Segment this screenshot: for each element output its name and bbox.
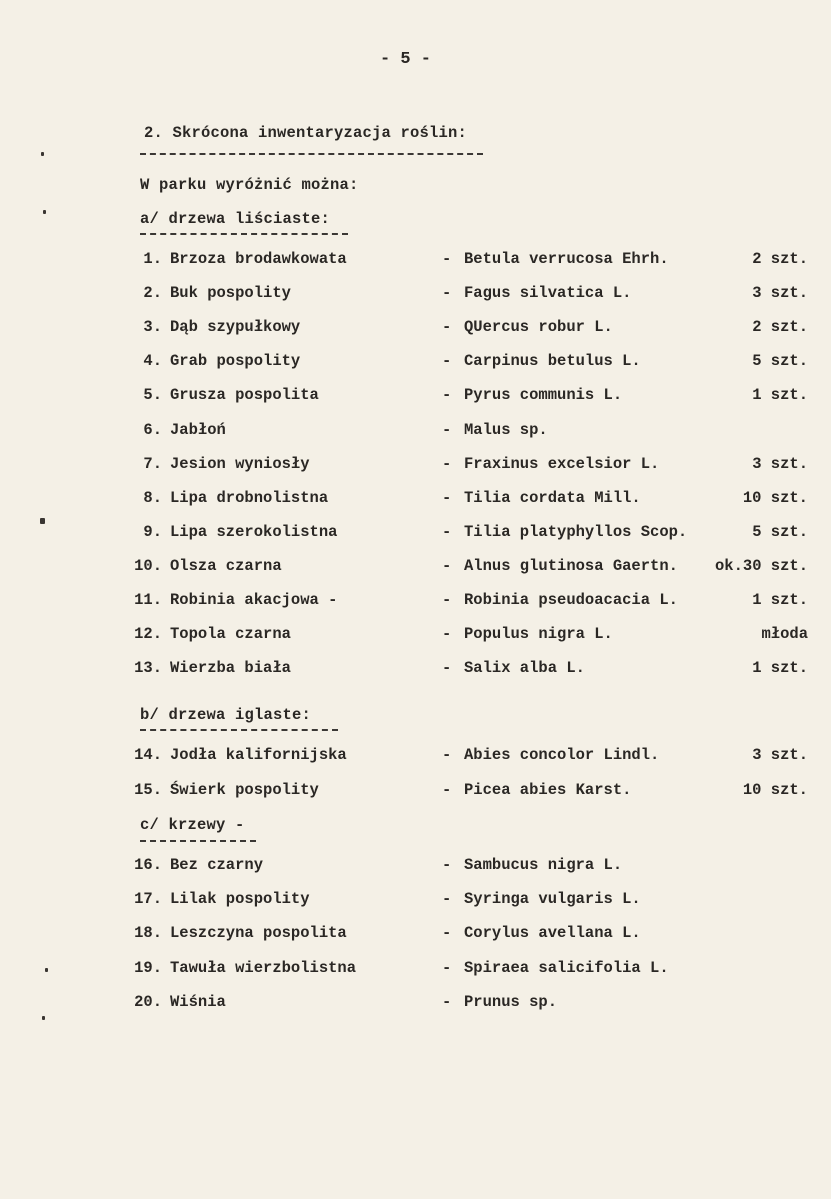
latin-name: Prunus sp. [464,993,558,1011]
plant-row [0,781,831,801]
plant-row [0,924,831,944]
polish-name: Topola czarna [170,625,291,643]
plant-row [0,455,831,475]
latin-name: Alnus glutinosa Gaertn. [464,557,678,575]
latin-name: Populus nigra L. [464,625,613,643]
item-number: 3. [143,318,162,336]
plant-row [0,523,831,543]
plant-row [0,250,831,270]
plant-row [0,625,831,645]
item-number: 19. [134,959,162,977]
item-number: 8. [143,489,162,507]
latin-name: Betula verrucosa Ehrh. [464,250,669,268]
margin-mark [45,968,48,972]
polish-name: Dąb szypułkowy [170,318,301,336]
plant-row [0,746,831,766]
dash-separator: - [442,890,452,908]
group-heading-underline [140,840,256,842]
plant-row [0,352,831,372]
item-number: 1. [143,250,162,268]
item-number: 7. [143,455,162,473]
polish-name: Świerk pospolity [170,781,319,799]
quantity: 1 szt. [752,591,808,609]
polish-name: Jabłoń [170,421,226,439]
polish-name: Grab pospolity [170,352,301,370]
dash-separator: - [442,746,452,764]
item-number: 11. [134,591,162,609]
plant-row [0,421,831,441]
dash-separator: - [442,284,452,302]
margin-mark [42,1016,45,1020]
dash-separator: - [442,856,452,874]
item-number: 4. [143,352,162,370]
plant-row [0,890,831,910]
plant-row [0,993,831,1013]
quantity: 5 szt. [752,352,808,370]
polish-name: Buk pospolity [170,284,291,302]
polish-name: Brzoza brodawkowata [170,250,347,268]
group-heading-shrubs: c/ krzewy - [140,816,245,834]
margin-mark [41,152,44,156]
plant-row [0,959,831,979]
polish-name: Robinia akacjowa - [170,591,338,609]
latin-name: Syringa vulgaris L. [464,890,641,908]
plant-row [0,591,831,611]
latin-name: QUercus robur L. [464,318,613,336]
latin-name: Tilia platyphyllos Scop. [464,523,688,541]
plant-row [0,489,831,509]
margin-mark [43,210,46,214]
polish-name: Olsza czarna [170,557,282,575]
group-heading-conifers: b/ drzewa iglaste: [140,706,312,724]
item-number: 15. [134,781,162,799]
quantity: 10 szt. [742,781,808,799]
polish-name: Lipa szerokolistna [170,523,338,541]
polish-name: Bez czarny [170,856,264,874]
polish-name: Grusza pospolita [170,386,319,404]
group-heading-underline [140,729,338,731]
latin-name: Corylus avellana L. [464,924,641,942]
dash-separator: - [442,924,452,942]
dash-separator: - [442,250,452,268]
polish-name: Leszczyna pospolita [170,924,347,942]
dash-separator: - [442,455,452,473]
quantity: 1 szt. [752,386,808,404]
plant-row [0,318,831,338]
page-number: - 5 - [380,50,432,69]
dash-separator: - [442,557,452,575]
section-title: 2. Skrócona inwentaryzacja roślin: [144,124,468,142]
quantity: młoda [761,625,808,643]
plant-row [0,557,831,577]
latin-name: Fraxinus excelsior L. [464,455,660,473]
latin-name: Robinia pseudoacacia L. [464,591,678,609]
intro-text: W parku wyróżnić można: [140,176,359,194]
latin-name: Carpinus betulus L. [464,352,641,370]
latin-name: Sambucus nigra L. [464,856,623,874]
group-heading-deciduous: a/ drzewa liściaste: [140,210,331,228]
margin-mark [40,518,45,524]
dash-separator: - [442,625,452,643]
item-number: 20. [134,993,162,1011]
latin-name: Picea abies Karst. [464,781,632,799]
polish-name: Tawuła wierzbolistna [170,959,357,977]
item-number: 18. [134,924,162,942]
item-number: 13. [134,659,162,677]
dash-separator: - [442,659,452,677]
quantity: 3 szt. [752,284,808,302]
dash-separator: - [442,421,452,439]
polish-name: Lipa drobnolistna [170,489,329,507]
polish-name: Jodła kalifornijska [170,746,347,764]
dash-separator: - [442,352,452,370]
dash-separator: - [442,993,452,1011]
latin-name: Salix alba L. [464,659,585,677]
item-number: 17. [134,890,162,908]
item-number: 12. [134,625,162,643]
latin-name: Abies concolor Lindl. [464,746,660,764]
latin-name: Spiraea salicifolia L. [464,959,669,977]
item-number: 10. [134,557,162,575]
plant-row [0,284,831,304]
polish-name: Lilak pospolity [170,890,310,908]
dash-separator: - [442,489,452,507]
plant-row [0,856,831,876]
dash-separator: - [442,591,452,609]
dash-separator: - [442,318,452,336]
latin-name: Malus sp. [464,421,548,439]
quantity: 10 szt. [742,489,808,507]
latin-name: Pyrus communis L. [464,386,623,404]
item-number: 5. [143,386,162,404]
polish-name: Jesion wyniosły [170,455,310,473]
polish-name: Wierzba biała [170,659,291,677]
quantity: 2 szt. [752,250,808,268]
polish-name: Wiśnia [170,993,226,1011]
plant-row [0,386,831,406]
quantity: 3 szt. [752,455,808,473]
item-number: 6. [143,421,162,439]
dash-separator: - [442,959,452,977]
item-number: 16. [134,856,162,874]
quantity: 5 szt. [752,523,808,541]
latin-name: Fagus silvatica L. [464,284,632,302]
item-number: 14. [134,746,162,764]
plant-row [0,659,831,679]
item-number: 9. [143,523,162,541]
dash-separator: - [442,781,452,799]
quantity: 2 szt. [752,318,808,336]
quantity: ok.30 szt. [714,557,808,575]
quantity: 3 szt. [752,746,808,764]
item-number: 2. [143,284,162,302]
dash-separator: - [442,523,452,541]
group-heading-underline [140,233,348,235]
latin-name: Tilia cordata Mill. [464,489,641,507]
quantity: 1 szt. [752,659,808,677]
dash-separator: - [442,386,452,404]
section-title-underline [140,153,483,155]
